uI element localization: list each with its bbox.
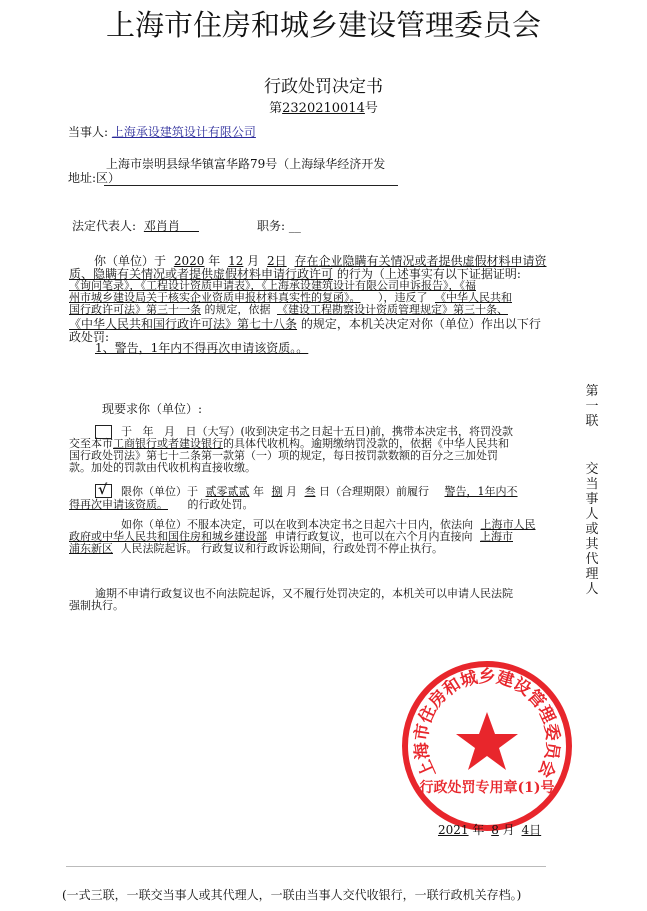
p1-line-8: 1、警告，1年内不得再次申请该资质。。 <box>95 341 309 355</box>
recipient-char: 理 <box>585 567 599 582</box>
date-month: 8 <box>491 823 499 837</box>
official-seal <box>401 660 573 832</box>
limit-l2-b: 的行政处罚。 <box>187 498 254 511</box>
p1-l5-b: 的规定，依据 <box>204 303 271 316</box>
recipient-char: 交 <box>585 462 599 477</box>
doc-no: 2320210014 <box>282 101 365 116</box>
p1-l1-a: 你（单位）于 <box>94 254 167 268</box>
copy-number-vertical <box>583 384 601 429</box>
fine-l2-a: 交至本市 <box>69 437 113 450</box>
recipient-char: 代 <box>585 552 599 567</box>
p1-year-unit: 年 <box>208 254 221 268</box>
seal-star-icon <box>456 712 518 770</box>
seal-bottom-text: 行政处罚专用章(1)号 <box>419 780 555 796</box>
recipient-char: 人 <box>585 507 599 522</box>
limit-line-1 <box>121 486 518 498</box>
footer-divider <box>66 866 546 867</box>
party-line <box>68 125 256 139</box>
limit-day: 叁 <box>304 485 316 498</box>
rep-label: 法定代表人: <box>72 219 137 233</box>
recipient-char: 其 <box>585 537 599 552</box>
limit-checkbox[interactable] <box>95 484 112 498</box>
limit-a: 限你（单位）于 <box>121 485 198 498</box>
fine-l2-c: 的具体代收机构。逾期缴纳罚没款的，依据《中华人民共和 <box>223 437 509 450</box>
copy-char: 第 <box>585 384 599 399</box>
rep-name-pad <box>180 219 199 233</box>
fine-line-4: 款。加处的罚款由代收机构直接收缴。 <box>69 461 256 474</box>
enforce-line-1: 逾期不申请行政复议也不向法院起诉，又不履行处罚决定的，本机关可以申请人民法院 <box>95 587 513 600</box>
p1-line-5 <box>69 304 508 316</box>
p1-l2-b: 的行为（上述事实有以下证据证明: <box>336 267 521 281</box>
check-mark-icon: √ <box>98 482 108 498</box>
p1-l4-a: 州市城乡建设局关于核实企业资质申报材料真实性的复函》。 <box>69 291 361 304</box>
p1-line-3: 《询问笔录》，《工程设计资质申请表》，《上海承设建筑设计有限公司申诉报告》，《福 <box>69 279 476 292</box>
address-line-2 <box>68 171 120 185</box>
requirement-heading: 现要求你（单位）: <box>102 402 203 416</box>
date-year-unit: 年 <box>472 823 485 837</box>
p1-line-7: 政处罚: <box>69 330 110 344</box>
fine-l2-b: 工商银行或者建设银行 <box>113 437 223 450</box>
doc-no-suffix: 号 <box>364 101 378 116</box>
rep-name: 邓肖肖 <box>143 219 180 233</box>
p1-l4-c: 《中华人民共和 <box>435 291 512 304</box>
issue-date <box>438 823 541 837</box>
date-year: 2021 <box>438 823 469 837</box>
p1-day: 2日 <box>267 254 287 268</box>
recipient-char: 事 <box>585 492 599 507</box>
address-value: 区） <box>96 171 121 185</box>
document-number <box>0 101 647 117</box>
document-title: 行政处罚决定书 <box>264 77 383 97</box>
limit-year-unit: 年 <box>253 485 264 498</box>
recipient-char: 人 <box>585 582 599 597</box>
recipient-vertical <box>583 462 601 597</box>
appeal-l1-b: 上海市人民 <box>480 518 536 531</box>
limit-year: 贰零贰贰 <box>205 485 250 498</box>
p1-line-1 <box>94 254 547 268</box>
p1-l1-b: 存在企业隐瞒有关情况或者提供虚假材料申请资 <box>294 254 547 268</box>
party-label: 当事人: <box>68 125 109 139</box>
appeal-line-3 <box>69 543 443 555</box>
recipient-char: 当 <box>585 477 599 492</box>
enforce-line-2: 强制执行。 <box>69 599 124 612</box>
copy-char: 联 <box>585 414 599 429</box>
party-name: 上海承设建筑设计有限公司 <box>111 125 256 139</box>
appeal-l2-c: 上海市 <box>480 530 513 543</box>
limit-c: 警告，1年内不 <box>444 485 518 498</box>
copy-char: 一 <box>585 399 599 414</box>
appeal-l1-a: 如你（单位）不服本决定，可以在收到本决定书之日起六十日内，依法向 <box>121 518 473 531</box>
appeal-l3-a: 浦东新区 <box>69 542 113 555</box>
date-month-unit: 月 <box>502 823 515 837</box>
limit-b: 日（合理期限）前履行 <box>319 485 429 498</box>
doc-no-prefix: 第 <box>269 101 283 116</box>
post-line <box>257 219 301 233</box>
address-line-1: 上海市崇明县绿华镇富华路79号（上海绿华经济开发 <box>106 157 386 171</box>
appeal-l2-a: 政府或中华人民共和国住房和城乡建设部 <box>69 530 267 543</box>
fine-line-1: 于 年 月 日（大写）(收到决定书之日起十五日)前，携带本决定书，将罚没款 <box>121 425 514 438</box>
limit-line-2 <box>69 499 254 511</box>
fine-line-3: 国行政处罚法》第七十二条第一款第（一）项的规定，每日按罚款数额的百分之三加处罚 <box>69 449 498 462</box>
post-label: 职务: <box>257 219 286 233</box>
p1-line-6 <box>69 317 541 331</box>
limit-month-unit: 月 <box>286 485 297 498</box>
limit-month: 捌 <box>271 485 283 498</box>
representative-line <box>72 219 199 233</box>
date-day: 4日 <box>521 823 542 837</box>
appeal-l2-b: 申请行政复议，也可以在六个月内直接向 <box>274 530 473 543</box>
p1-l6-a: 《中华人民共和国行政许可法》第七十八条 <box>69 317 298 331</box>
post-value: __ <box>288 219 301 233</box>
p1-month: 12 <box>228 254 244 268</box>
p1-month-unit: 月 <box>247 254 260 268</box>
seal-arc-text: 上海市住房和城乡建设管理委员会 <box>411 667 563 781</box>
p1-l5-a: 国行政许可法》第三十一条 <box>69 303 201 316</box>
appeal-l3-b: 人民法院起诉。 行政复议和行政诉讼期间，行政处罚不停止执行。 <box>120 542 443 555</box>
p1-l2-a: 质、隐瞒有关情况或者提供虚假材料申请行政许可 <box>69 267 334 281</box>
footer-note: (一式三联，一联交当事人或其代理人，一联由当事人交代收银行，一联行政机关存档。) <box>62 888 522 902</box>
organization-title: 上海市住房和城乡建设管理委员会 <box>105 8 541 42</box>
address-underline <box>104 185 398 186</box>
p1-l5-c: 《建设工程勘察设计资质管理规定》第三十条、 <box>277 303 508 316</box>
p1-l4-b: ），违反了 <box>378 291 428 304</box>
address-label: 地址: <box>68 171 97 185</box>
p1-year: 2020 <box>173 254 205 268</box>
p1-l6-b: 的规定，本机关决定对你（单位）作出以下行 <box>300 317 541 331</box>
limit-l2-a: 得再次申请该资质。 <box>69 498 168 511</box>
recipient-char: 或 <box>585 522 599 537</box>
